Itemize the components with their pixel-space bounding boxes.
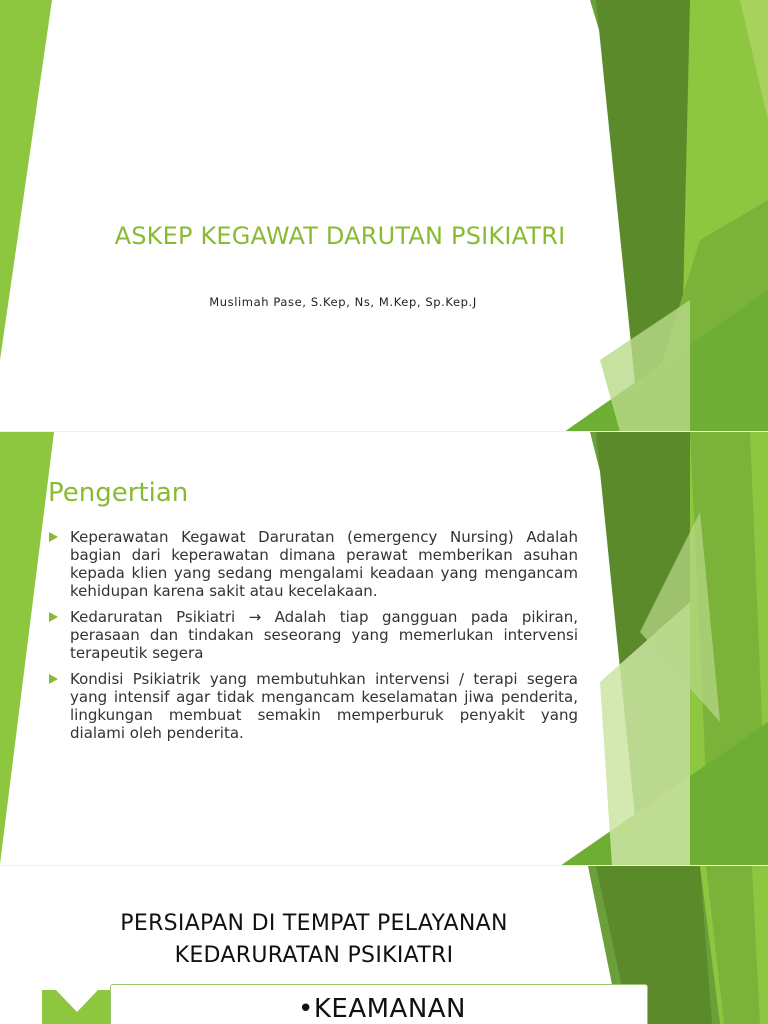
slide-3-title: [0, 908, 628, 972]
box-text: •KEAMANAN: [298, 994, 467, 1024]
slide-title: [0, 0, 768, 432]
slide-1-decoration: [0, 0, 768, 432]
slide-title-heading: ASKEP KEGAWAT DARUTAN PSIKIATRI: [114, 222, 566, 250]
bullet-item: [48, 608, 578, 662]
slide-3-title-line-1: PERSIAPAN DI TEMPAT PELAYANAN: [120, 911, 508, 936]
triangle-bullet-icon: [49, 674, 58, 684]
section-heading: Pengertian: [48, 478, 189, 508]
bullet-text: Kedaruratan Psikiatri → Adalah tiap gangguan pada pikiran, perasaan dan tindakan seseorang yang memerlukan intervensi terapeutik segera: [70, 608, 578, 662]
slide-title-author: Muslimah Pase, S.Kep, Ns, M.Kep, Sp.Kep.J: [209, 295, 477, 309]
bullet-item: [48, 670, 578, 742]
slide-3-title-line-2: KEDARURATAN PSIKIATRI: [174, 943, 454, 968]
slide-persiapan: [0, 866, 768, 1024]
triangle-bullet-icon: [49, 612, 58, 622]
triangle-bullet-icon: [49, 532, 58, 542]
bullet-list: [48, 528, 578, 750]
bullet-item: [48, 528, 578, 600]
slide-pengertian: [0, 432, 768, 866]
bullet-text: Kondisi Psikiatrik yang membutuhkan intervensi / terapi segera yang intensif agar tidak mengancam keselamatan jiwa penderita, lingkungan membuat semakin memperburuk penyakit yang dialami oleh penderita.: [70, 670, 578, 742]
chevron-down-icon: [42, 990, 112, 1024]
bullet-text: Keperawatan Kegawat Daruratan (emergency Nursing) Adalah bagian dari keperawatan dimana perawat memberikan asuhan kepada klien yang sedang mengalami keadaan yang mengancam kehidupan karena sakit atau kecelakaan.: [70, 528, 578, 600]
